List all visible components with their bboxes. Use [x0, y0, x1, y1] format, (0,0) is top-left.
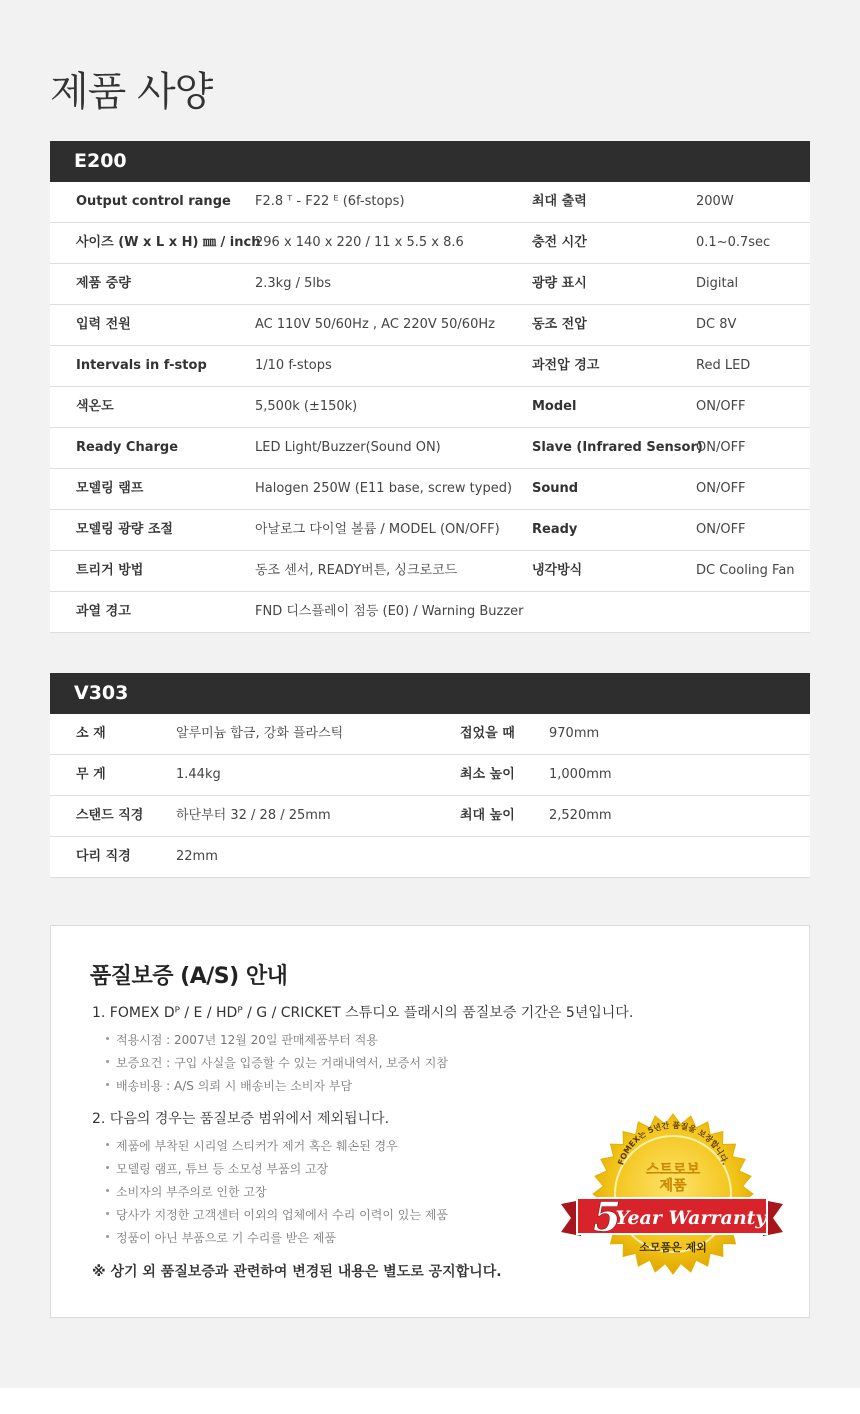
list-item: 제품에 부착된 시리얼 스티커가 제거 혹은 훼손된 경우	[106, 1137, 398, 1154]
list-item: 보증요건 : 구입 사실을 입증할 수 있는 거래내역서, 보증서 지참	[106, 1054, 448, 1071]
bullet-icon	[106, 1060, 109, 1063]
table-row	[50, 796, 810, 837]
badge-line-2: 제품	[659, 1178, 687, 1194]
spec-value: DC 8V	[696, 317, 737, 332]
spec-label: 무 게	[76, 767, 106, 782]
spec-value: 알루미늄 합금, 강화 플라스틱	[176, 726, 344, 741]
spec-value: 0.1~0.7sec	[696, 235, 771, 250]
spec-value: DC Cooling Fan	[696, 563, 795, 578]
spec-label: 동조 전압	[532, 317, 587, 332]
spec-label: 과열 경고	[76, 604, 131, 619]
bullet-icon	[106, 1212, 109, 1215]
spec-value: 1,000mm	[549, 767, 612, 782]
spec-value: 5,500k (±150k)	[255, 399, 358, 414]
spec-label: 최대 높이	[460, 808, 515, 823]
warranty-section-1: 1. FOMEX Dᴾ / E / HDᴾ / G / CRICKET 스튜디오 플래시의 품질보증 기간은 5년입니다.	[92, 1005, 634, 1021]
badge-arc-text: FOMEX는 5년간 품질을 보장합니다.	[616, 1120, 730, 1167]
spec-rows	[50, 182, 810, 633]
spec-label: 광량 표시	[532, 276, 587, 291]
page-title: 제품 사양	[50, 69, 213, 115]
table-row	[50, 714, 810, 755]
page-bottom-band	[0, 1388, 860, 1414]
warranty-info-box	[50, 925, 810, 1318]
badge-ribbon-text: Year Warranty	[615, 1207, 767, 1229]
spec-label: Sound	[532, 481, 579, 496]
spec-label: 색온도	[76, 399, 114, 414]
table-row	[50, 755, 810, 796]
spec-value: ON/OFF	[696, 481, 746, 496]
warranty-badge-icon	[559, 1108, 785, 1284]
spec-table-title: V303	[50, 673, 810, 714]
spec-value: 하단부터 32 / 28 / 25mm	[176, 808, 331, 823]
spec-rows	[50, 714, 810, 878]
table-row	[50, 264, 810, 305]
list-item: 배송비용 : A/S 의뢰 시 배송비는 소비자 부담	[106, 1077, 352, 1094]
spec-label: Ready	[532, 522, 578, 537]
spec-value: 1/10 f-stops	[255, 358, 332, 373]
spec-label: Intervals in f-stop	[76, 358, 207, 373]
spec-label: 스탠드 직경	[76, 808, 144, 823]
spec-label: 트리거 방법	[76, 563, 144, 578]
spec-label: 제품 중량	[76, 276, 131, 291]
table-row	[50, 551, 810, 592]
spec-value: 2,520mm	[549, 808, 612, 823]
table-row	[50, 837, 810, 878]
table-row	[50, 510, 810, 551]
table-row	[50, 346, 810, 387]
spec-value: ON/OFF	[696, 522, 746, 537]
spec-label: Model	[532, 399, 577, 414]
spec-value: Red LED	[696, 358, 751, 373]
spec-label: 냉각방식	[532, 563, 583, 578]
badge-footer: 소모품은 제외	[639, 1241, 707, 1254]
spec-value: 아날로그 다이얼 볼륨 / MODEL (ON/OFF)	[255, 522, 500, 537]
v303-spec-table	[50, 673, 810, 878]
spec-label: 충전 시간	[532, 235, 587, 250]
spec-value: ON/OFF	[696, 399, 746, 414]
spec-label: Output control range	[76, 194, 231, 209]
spec-value: 2.3kg / 5lbs	[255, 276, 332, 291]
spec-value: Digital	[696, 276, 739, 291]
table-row	[50, 592, 810, 633]
spec-value: Halogen 250W (E11 base, screw typed)	[255, 481, 513, 496]
badge-number: 5	[593, 1194, 621, 1241]
table-row	[50, 223, 810, 264]
bullet-icon	[106, 1235, 109, 1238]
spec-label: 최대 출력	[532, 194, 587, 209]
bullet-icon	[106, 1189, 109, 1192]
spec-label: 접었을 때	[460, 726, 515, 741]
spec-value: F2.8 ᵀ - F22 ᴱ (6f-stops)	[255, 194, 405, 209]
list-item: 소비자의 부주의로 인한 고장	[106, 1183, 267, 1200]
spec-value: FND 디스플레이 점등 (E0) / Warning Buzzer	[255, 604, 524, 619]
list-item: 정품이 아닌 부품으로 기 수리를 받은 제품	[106, 1229, 336, 1246]
spec-value: 296 x 140 x 220 / 11 x 5.5 x 8.6	[255, 235, 464, 250]
list-item: 당사가 지정한 고객센터 이외의 업체에서 수리 이력이 있는 제품	[106, 1206, 448, 1223]
list-item: 적용시점 : 2007년 12월 20일 판매제품부터 적용	[106, 1031, 378, 1048]
bullet-icon	[106, 1037, 109, 1040]
spec-label: 입력 전원	[76, 317, 131, 332]
spec-label: 소 재	[76, 726, 106, 741]
warranty-section-2: 2. 다음의 경우는 품질보증 범위에서 제외됩니다.	[92, 1111, 390, 1127]
e200-spec-table	[50, 141, 810, 633]
spec-table-title: E200	[50, 141, 810, 182]
spec-value: 970mm	[549, 726, 600, 741]
list-item: 모델링 램프, 튜브 등 소모성 부품의 고장	[106, 1160, 328, 1177]
spec-value: 1.44kg	[176, 767, 221, 782]
spec-label: Slave (Infrared Sensor)	[532, 440, 703, 455]
badge-line-1: 스트로보	[645, 1162, 701, 1178]
warranty-title: 품질보증 (A/S) 안내	[90, 964, 288, 989]
spec-label: 모델링 광량 조절	[76, 522, 173, 537]
warranty-note: ※ 상기 외 품질보증과 관련하여 변경된 내용은 별도로 공지합니다.	[92, 1264, 502, 1280]
bullet-icon	[106, 1083, 109, 1086]
spec-value: LED Light/Buzzer(Sound ON)	[255, 440, 441, 455]
table-row	[50, 305, 810, 346]
spec-value: AC 110V 50/60Hz , AC 220V 50/60Hz	[255, 317, 495, 332]
spec-value: ON/OFF	[696, 440, 746, 455]
spec-label: 모델링 램프	[76, 481, 144, 496]
bullet-icon	[106, 1166, 109, 1169]
spec-value: 22mm	[176, 849, 218, 864]
spec-label: Ready Charge	[76, 440, 179, 455]
spec-value: 200W	[696, 194, 734, 209]
bullet-icon	[106, 1143, 109, 1146]
table-row	[50, 182, 810, 223]
spec-label: 최소 높이	[460, 767, 515, 782]
spec-value: 동조 센서, READY버튼, 싱크로코드	[255, 563, 458, 578]
spec-label: 다리 직경	[76, 849, 131, 864]
spec-label: 사이즈 (W x L x H) ㎜ / inch	[76, 235, 261, 250]
table-row	[50, 428, 810, 469]
spec-label: 과전압 경고	[532, 358, 600, 373]
table-row	[50, 387, 810, 428]
table-row	[50, 469, 810, 510]
